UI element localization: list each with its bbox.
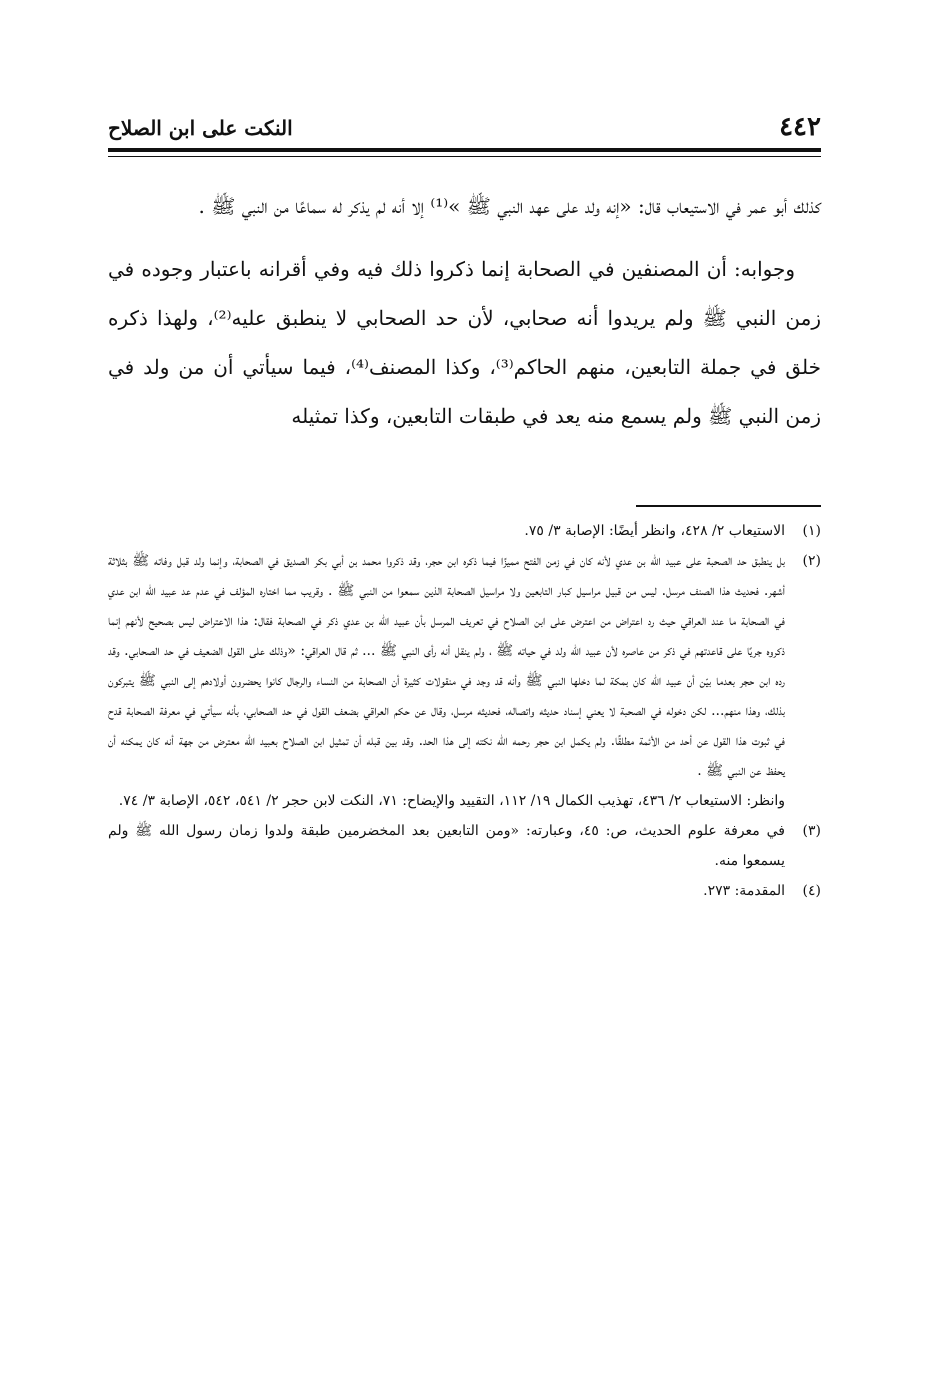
footnote-number: (٣) xyxy=(802,823,821,839)
footnote-body xyxy=(108,816,785,876)
main-paragraph: وجوابه: أن المصنفين في الصحابة إنما ذكروا ذلك فيه وفي أقرانه باعتبار وجوده في زمن النبي ﷺ ولم يريدوا أنه صحابي، لأن حد الصحابي لا ينطبق عليه⁽²⁾، ولهذا ذكره خلق في جملة التابعين، منهم الحاكم⁽³⁾، وكذا المصنف⁽⁴⁾، فيما سيأتي أن من ولد في زمن النبي ﷺ ولم يسمع منه يعد في طبقات التابعين، وكذا تمثيله xyxy=(108,257,821,428)
footnote-text: المقدمة: ٢٧٣. xyxy=(703,883,785,899)
footnote-1 xyxy=(108,516,821,546)
footnote-text: وانظر: الاستيعاب ٢/ ٤٣٦، تهذيب الكمال ١٩/ ١١٢، التقييد والإيضاح: ٧١، النكت لابن حجر ٢/ ٥٤١، ٥٤٢، الإصابة ٣/ ٧٤. xyxy=(118,793,785,809)
footnote-number: (١) xyxy=(802,523,821,539)
footnote-text: في معرفة علوم الحديث، ص: ٤٥، وعبارته: «ومن التابعين بعد المخضرمين طبقة ولدوا زمان رسول الله ﷺ ولم يسمعوا منه. xyxy=(108,823,785,869)
page-header xyxy=(108,108,821,148)
footnote-number: (٢) xyxy=(802,553,821,569)
footnote-2 xyxy=(108,546,821,816)
footnote-3 xyxy=(108,816,821,876)
footnote-divider xyxy=(636,505,821,507)
footnote-text: الاستيعاب ٢/ ٤٢٨، وانظر أيضًا: الإصابة ٣/ ٧٥. xyxy=(524,523,785,539)
page-number: ٤٤٢ xyxy=(779,112,821,142)
footnotes xyxy=(108,516,821,906)
header-divider-thin xyxy=(108,156,821,157)
footnote-body xyxy=(108,546,785,816)
main-text xyxy=(108,182,821,441)
footnote-text: بل ينطبق حد الصحبة على عبيد الله بن عدي لأنه كان في زمن الفتح مميزًا فيما ذكره ابن حجر، وقد ذكروا محمد بن أبي بكر الصديق في الصحابة، وإنما ولد قبل وفاته ﷺ بثلاثة أشهر. فحديث هذا الصنف مرسل. ليس من قبيل مراسيل كبار التابعين ولا مراسيل الصحابة الذين سمعوا من النبي ﷺ . وقريب مما اختاره المؤلف في عدم عد عبيد الله ابن عدي في الصحابة ما عند العراقي حيث رد اعتراض من اعترض على ابن الصلاح في تعريف المرسل بأن عبيد الله بن عدي ذكر في الصحابة فقال: هذا الاعتراض ليس بصحيح لأنهم إنما ذكروه جريًا على قاعدتهم في ذكر من عاصره لأن عبيد الله ولد في حياته ﷺ ، ولم ينقل أنه رأى النبي ﷺ ... ثم قال العراقي: «وذلك على القول الضعيف في حد الصحابي. وقد رده ابن حجر بعدما بيّن أن عبيد الله كان بمكة لما دخلها النبي ﷺ وأنه قد وجد في منقولات كثيرة أن الصحابة من النساء والرجال كانوا يحضرون أولادهم إلى النبي ﷺ يتبركون بذلك، وهذا منهم... لكن دخوله في الصحبة لا يعني إسناد حديثه واتصاله، فحديثه مرسل، وقال عن حكم العراقي بضعف القول في حد الصحابي، بأنه سيأتي في معرفة الصحابة قدح في ثبوت هذا القول عن أحد من الأئمة مطلقًا. ولم يكمل ابن حجر رحمه الله نكته إلى هذا الحد. وقد بين قبله أن تمثيل ابن الصلاح بعبيد الله معترض من جهة أنه كان يمكنه أن يحفظ عن النبي ﷺ . xyxy=(108,553,786,779)
footnote-4 xyxy=(108,876,821,906)
footnote-body xyxy=(108,516,785,546)
footnote-body xyxy=(108,876,785,906)
footnote-number: (٤) xyxy=(802,883,821,899)
running-title: النكت على ابن الصلاح xyxy=(108,116,293,140)
main-paragraph: كذلك أبو عمر في الاستيعاب قال: «إنه ولد على عهد النبي ﷺ »⁽¹⁾ إلا أنه لم يذكر له سماعًا من النبي ﷺ . xyxy=(198,194,821,218)
header-divider-thick xyxy=(108,148,821,152)
